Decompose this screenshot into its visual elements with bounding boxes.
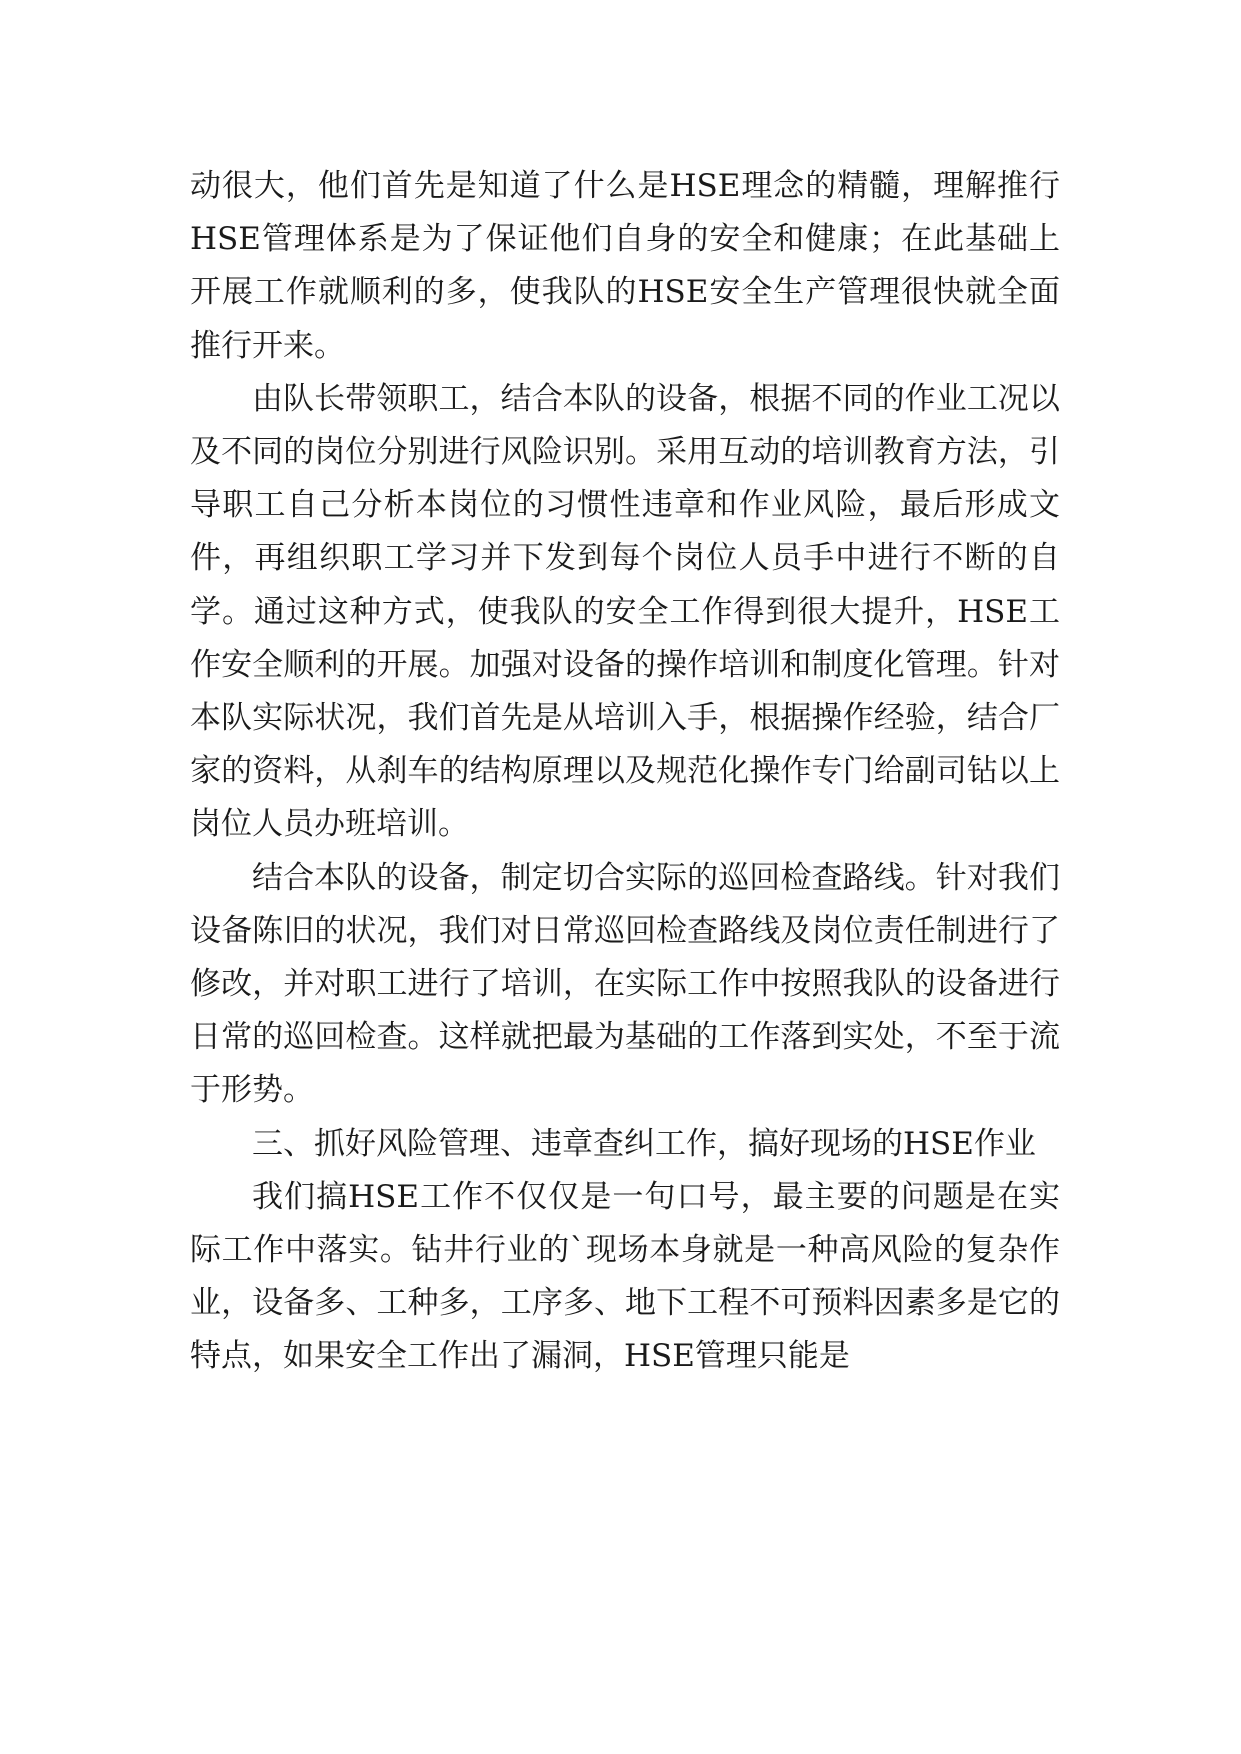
paragraph-continuation: 动很大，他们首先是知道了什么是HSE理念的精髓，理解推行HSE管理体系是为了保证他们自身的安全和健康；在此基础上开展工作就顺利的多，使我队的HSE安全生产管理很快就全面推行开来。 <box>190 168 1060 364</box>
document-body <box>190 160 1060 1384</box>
paragraph-inspection-route: 结合本队的设备，制定切合实际的巡回检查路线。针对我们设备陈旧的状况，我们对日常巡回检查路线及岗位责任制进行了修改，并对职工进行了培训，在实际工作中按照我队的设备进行日常的巡回检查。这样就把最为基础的工作落到实处，不至于流于形势。 <box>190 859 1060 1109</box>
section-heading-three: 三、抓好风险管理、违章查纠工作，搞好现场的HSE作业 <box>252 1125 1036 1162</box>
paragraph-risk-identification: 由队长带领职工，结合本队的设备，根据不同的作业工况以及不同的岗位分别进行风险识别。采用互动的培训教育方法，引导职工自己分析本岗位的习惯性违章和作业风险，最后形成文件，再组织职工学习并下发到每个岗位人员手中进行不断的自学。通过这种方式，使我队的安全工作得到很大提升，HSE工作安全顺利的开展。加强对设备的操作培训和制度化管理。针对本队实际状况，我们首先是从培训入手，根据操作经验，结合厂家的资料，从刹车的结构原理以及规范化操作专门给副司钻以上岗位人员办班培训。 <box>190 380 1060 843</box>
paragraph-hse-implementation: 我们搞HSE工作不仅仅是一句口号，最主要的问题是在实际工作中落实。钻井行业的`现场本身就是一种高风险的复杂作业，设备多、工种多，工序多、地下工程不可预料因素多是它的特点，如果安全工作出了漏洞，HSE管理只能是 <box>190 1178 1060 1375</box>
